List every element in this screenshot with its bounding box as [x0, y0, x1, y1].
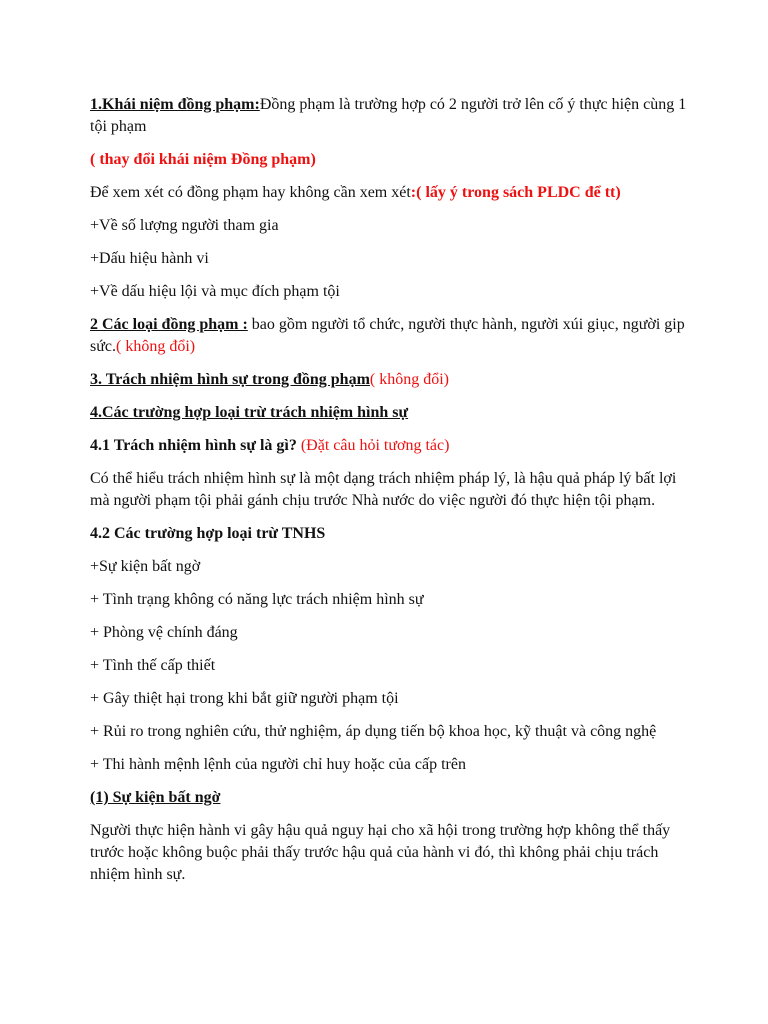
heading-cases: 4.2 Các trường hợp loại trừ TNHS: [90, 525, 326, 542]
document-page: [90, 94, 690, 897]
paragraph-cases-heading: [90, 523, 690, 545]
case-item: + Tình trạng không có năng lực trách nhiệm hình sự: [90, 591, 424, 608]
paragraph-unexpected-heading: [90, 787, 690, 809]
paragraph-exclusion: [90, 402, 690, 424]
heading-concept: 1.Khái niệm đồng phạm:: [90, 96, 260, 113]
concept-definition: Đồng phạm là trường hợp có 2 người trở lên cố ý thực hiện cùng 1 tội phạm: [90, 96, 687, 135]
case-item: + Rủi ro trong nghiên cứu, thử nghiệm, áp dụng tiến bộ khoa học, kỹ thuật và công nghệ: [90, 723, 657, 740]
heading-what-is: 4.1 Trách nhiệm hình sự là gì?: [90, 437, 297, 454]
liability-note: ( không đổi): [369, 371, 450, 388]
criterion-behavior: +Dấu hiệu hành vi: [90, 250, 209, 267]
paragraph-unexpected: Người thực hiện hành vi gây hậu quả nguy hại cho xã hội trong trường hợp không thể thấy trước hoặc không buộc phải thấy trước hậu quả của hành vi đó, thì không phải chịu trách nhiệm hình sự.: [90, 822, 671, 883]
case-item: + Gây thiệt hại trong khi bắt giữ người phạm tội: [90, 690, 399, 707]
paragraph-concept: [90, 94, 690, 138]
case-item: + Tình thế cấp thiết: [90, 657, 216, 674]
case-item: + Thi hành mệnh lệnh của người chỉ huy hoặc của cấp trên: [90, 756, 466, 773]
paragraph-change-note: [90, 149, 690, 171]
consider-text: Để xem xét có đồng phạm hay không cần xem xét: [90, 184, 411, 201]
paragraph-liability: [90, 369, 690, 391]
paragraph-types: [90, 314, 690, 358]
what-is-note: (Đặt câu hỏi tương tác): [296, 437, 450, 454]
consider-note: :( lấy ý trong sách PLDC để tt): [410, 184, 621, 201]
heading-unexpected: (1) Sự kiện bất ngờ: [90, 789, 221, 806]
heading-exclusion: 4.Các trường hợp loại trừ trách nhiệm hình sự: [90, 404, 409, 421]
types-note: ( không đổi): [116, 338, 196, 355]
heading-types: 2 Các loại đồng phạm :: [90, 316, 248, 333]
paragraph-consider: [90, 182, 690, 204]
change-note: ( thay đổi khái niệm Đồng phạm): [90, 151, 316, 168]
heading-liability: 3. Trách nhiệm hình sự trong đồng phạm: [90, 371, 370, 388]
criterion-quantity: +Về số lượng người tham gia: [90, 217, 279, 234]
paragraph-definition: Có thể hiểu trách nhiệm hình sự là một dạng trách nhiệm pháp lý, là hậu quả pháp lý bất lợi mà người phạm tội phải gánh chịu trước Nhà nước do việc người đó thực hiện tội phạm.: [90, 470, 677, 509]
criterion-fault-purpose: +Về dấu hiệu lội và mục đích phạm tội: [90, 283, 340, 300]
case-item: + Phòng vệ chính đáng: [90, 624, 238, 641]
case-item: +Sự kiện bất ngờ: [90, 558, 201, 575]
paragraph-what-is: [90, 435, 690, 457]
types-text: bao gồm người tổ chức, người thực hành, người xúi giục, người gip sức.: [90, 316, 685, 355]
